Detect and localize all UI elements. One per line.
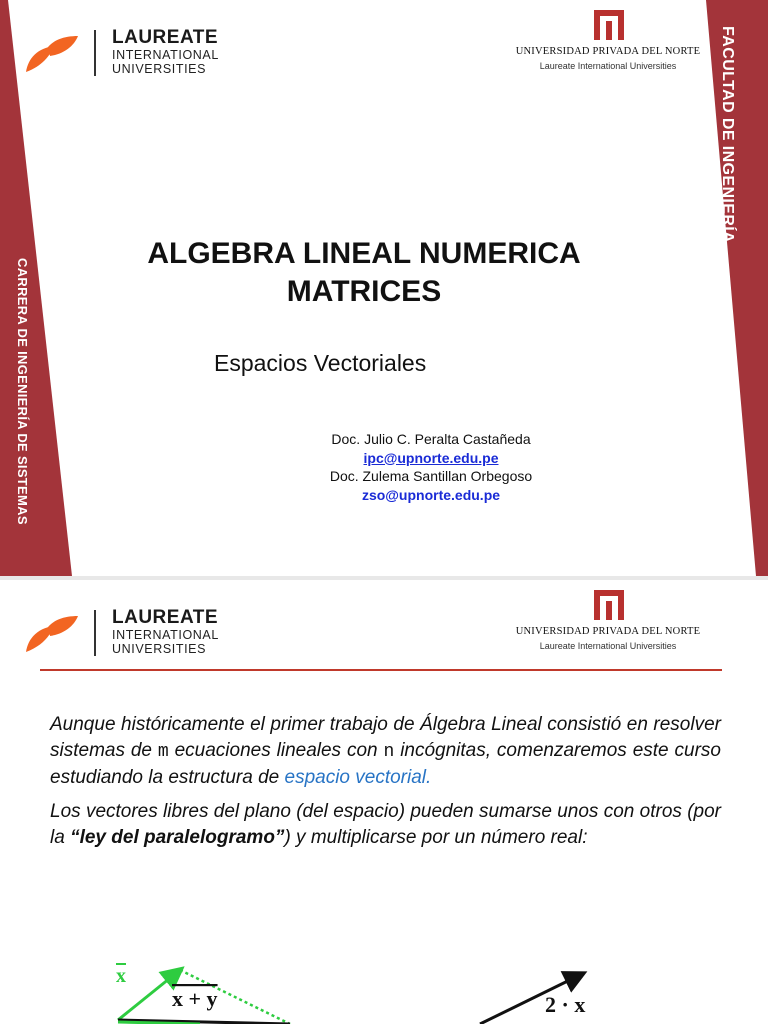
vector-x-arrow — [118, 970, 180, 1020]
laureate-line3: UNIVERSITIES — [112, 62, 207, 76]
upn-mark-icon — [594, 10, 624, 40]
label-sum: x + y — [172, 986, 218, 1011]
email-2: zso@upnorte.edu.pe — [361, 486, 501, 503]
paragraph-1-end: . — [426, 767, 432, 788]
upn-logo — [508, 6, 708, 76]
paragraph-2 — [50, 799, 721, 851]
laureate-leaf-icon — [24, 612, 80, 656]
upn-logo — [508, 586, 708, 656]
authors-block — [300, 430, 562, 504]
paragraph-1-text-b: ecuaciones lineales con — [168, 740, 384, 761]
header-divider — [40, 669, 722, 671]
paragraph-1-text-c: incógnitas, comenzaremos este curso estudiando la estructura de — [50, 740, 721, 788]
laureate-line3: UNIVERSITIES — [112, 642, 207, 656]
paragraph-1-text-a: Aunque históricamente el primer trabajo de Álgebra Lineal consistió en resolver sistemas de — [50, 714, 721, 761]
author-1: Doc. Julio C. Peralta Castañeda — [331, 431, 531, 447]
label-x: x — [116, 965, 126, 987]
paragraph-2-text-a: Los vectores libres del plano (del espacio) pueden sumarse unos con otros (por la — [50, 801, 721, 848]
laureate-line2: INTERNATIONAL — [112, 628, 219, 642]
author-2: Doc. Zulema Santillan Orbegoso — [329, 468, 533, 484]
slide-title — [100, 235, 628, 311]
career-label: CARRERA DE INGENIERÍA DE SISTEMAS — [15, 258, 30, 525]
title-line-2: MATRICES — [286, 275, 442, 308]
laureate-name: LAUREATE — [112, 607, 219, 628]
slide-body — [50, 712, 721, 859]
upn-mark-icon — [594, 590, 624, 620]
upn-name: UNIVERSIDAD PRIVADA DEL NORTE — [515, 46, 701, 57]
slide-subtitle: Espacios Vectoriales — [214, 350, 427, 376]
paragraph-1 — [50, 712, 721, 791]
upn-name: UNIVERSIDAD PRIVADA DEL NORTE — [515, 626, 701, 637]
variable-m: m — [157, 742, 169, 762]
upn-tagline: Laureate International Universities — [539, 61, 677, 71]
content-slide — [0, 580, 768, 1024]
parallelogram-law: “ley del paralelogramo” — [70, 827, 285, 848]
paragraph-2-text-b: ) y multiplicarse por un número real: — [284, 827, 588, 848]
laureate-logo — [24, 28, 244, 80]
vector-space-term: espacio vectorial — [284, 767, 427, 788]
upn-tagline: Laureate International Universities — [539, 641, 677, 651]
title-line-1: ALGEBRA LINEAL NUMERICA — [147, 237, 581, 270]
laureate-name: LAUREATE — [112, 27, 219, 48]
variable-n: n — [383, 742, 395, 762]
email-link-1[interactable]: ipc@upnorte.edu.pe — [363, 449, 499, 466]
laureate-leaf-icon — [24, 32, 80, 76]
laureate-logo — [24, 608, 244, 660]
faculty-label: FACULTAD DE INGENIERÍA — [719, 26, 736, 244]
vector-diagram — [0, 950, 768, 1024]
laureate-line2: INTERNATIONAL — [112, 48, 219, 62]
label-2x: 2 · x — [545, 992, 586, 1017]
